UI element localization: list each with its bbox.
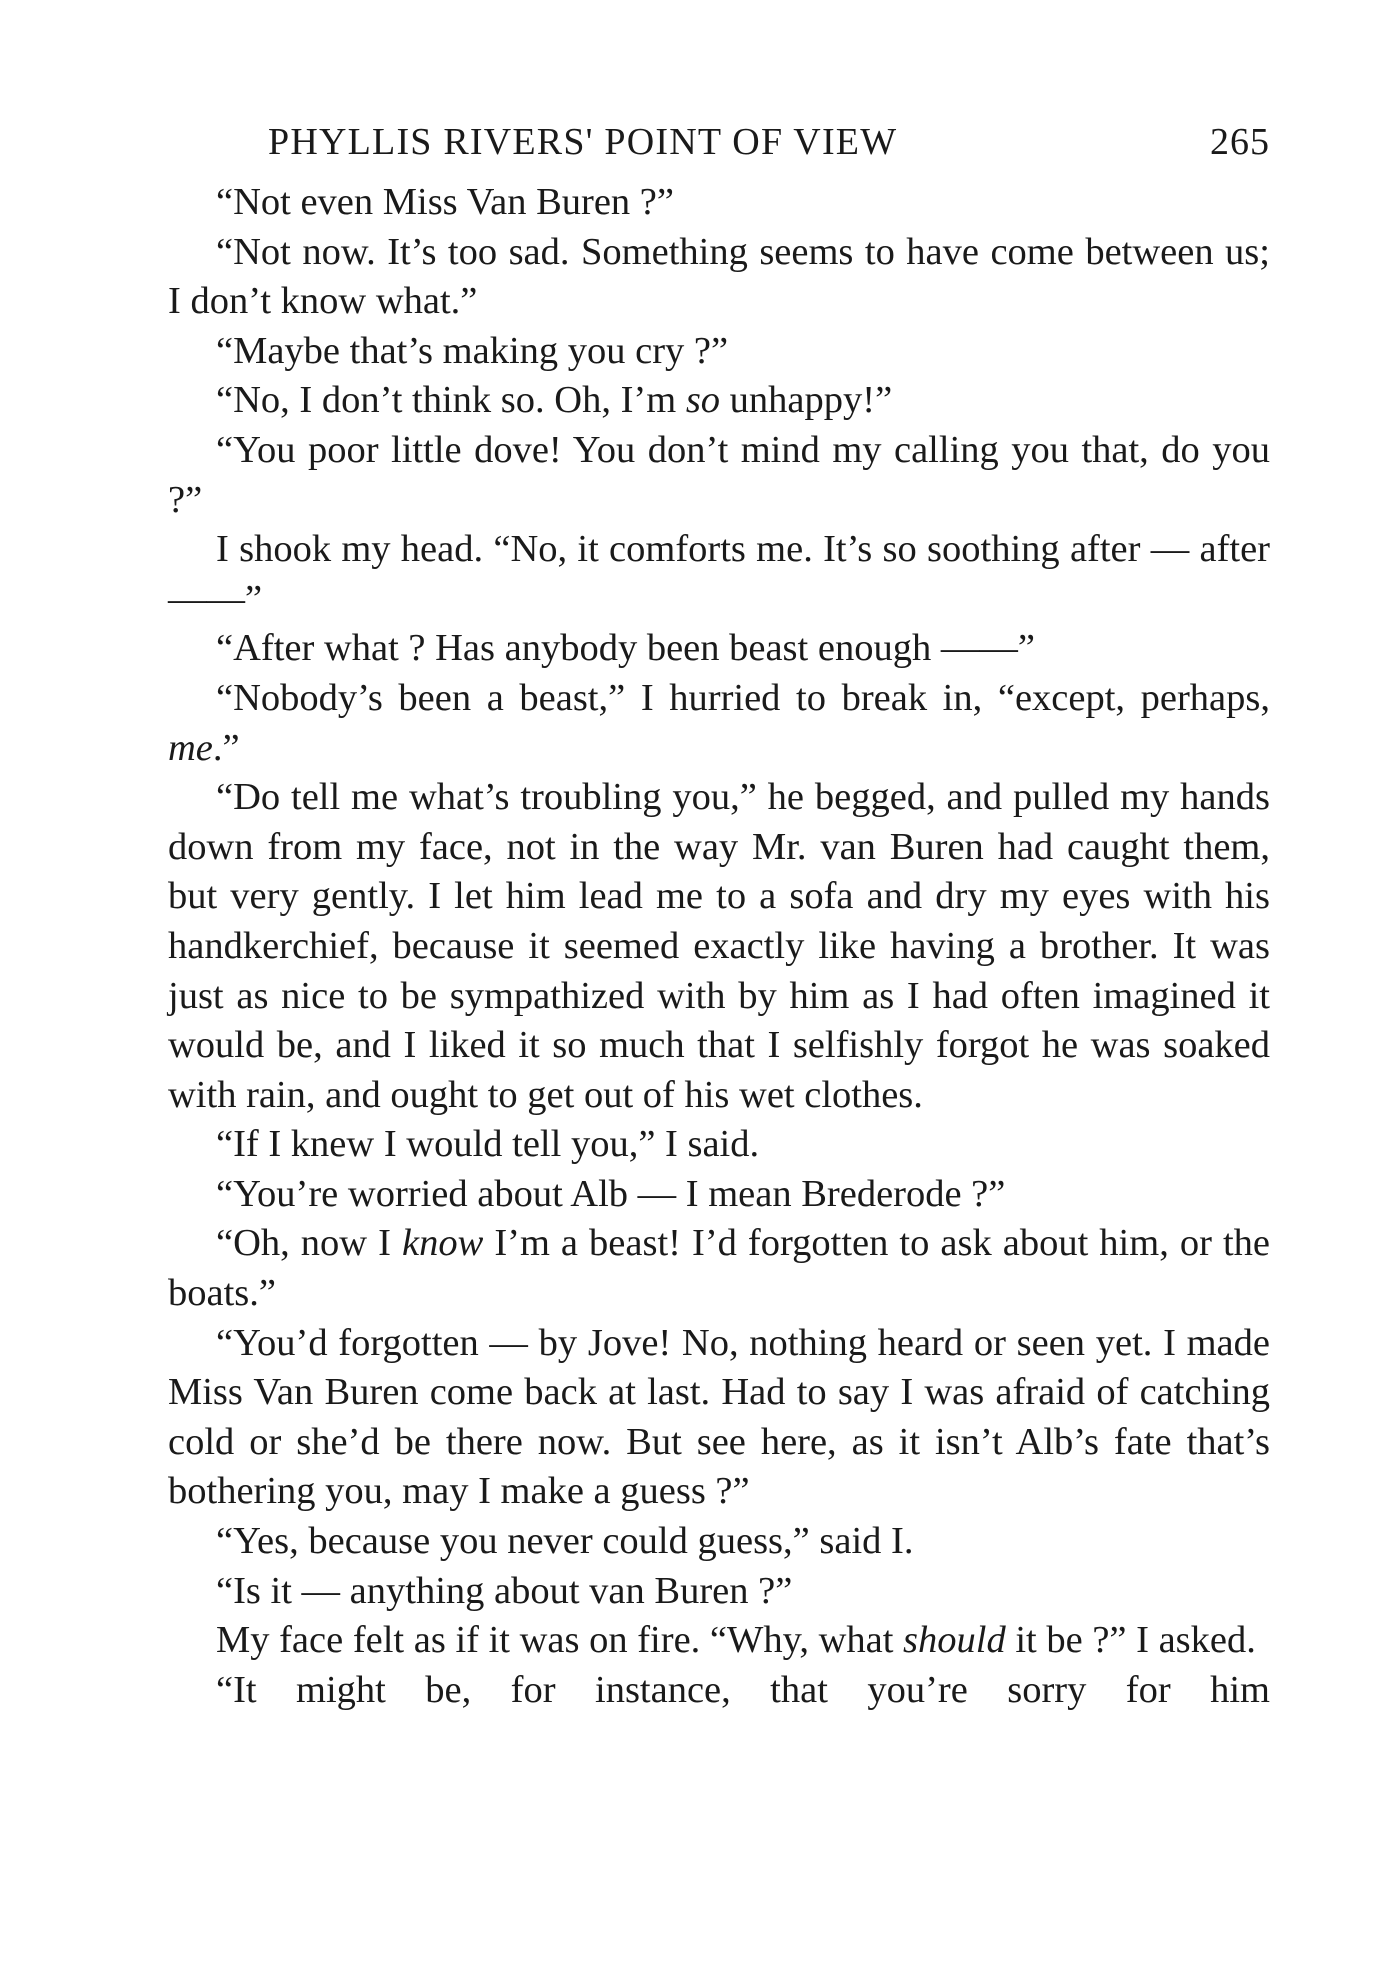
book-page bbox=[168, 120, 1270, 1715]
paragraph bbox=[168, 773, 1270, 1120]
paragraph bbox=[168, 178, 1270, 228]
text-run: it be ?” I asked. bbox=[1005, 1619, 1256, 1662]
italic-text: know bbox=[402, 1222, 484, 1265]
text-run: “You poor little dove! You don’t mind my calling you that, do you ?” bbox=[168, 428, 1270, 521]
italic-text: me bbox=[168, 726, 213, 769]
text-run: “You’re worried about Alb — I mean Brederode ?” bbox=[216, 1172, 1006, 1215]
text-run: .” bbox=[212, 726, 240, 769]
paragraph bbox=[168, 1219, 1270, 1318]
text-run: I shook my head. “No, it comforts me. It’s so soothing after — after ——” bbox=[168, 528, 1270, 620]
paragraph bbox=[168, 674, 1270, 773]
page-header bbox=[168, 120, 1270, 178]
paragraph bbox=[168, 525, 1270, 624]
text-run: unhappy!” bbox=[720, 379, 893, 422]
text-run: My face felt as if it was on fire. “Why, what bbox=[216, 1619, 904, 1662]
body-text bbox=[168, 178, 1270, 1715]
paragraph bbox=[168, 1170, 1270, 1220]
text-run: “Yes, because you never could guess,” said I. bbox=[216, 1520, 914, 1563]
paragraph bbox=[168, 1616, 1270, 1666]
text-run: “If I knew I would tell you,” I said. bbox=[216, 1123, 760, 1166]
text-run: “Oh, now I bbox=[216, 1222, 402, 1265]
paragraph bbox=[168, 1666, 1270, 1716]
paragraph bbox=[168, 376, 1270, 426]
italic-text: should bbox=[903, 1619, 1006, 1662]
text-run: “It might be, for instance, that you’re sorry for him bbox=[216, 1668, 1270, 1711]
text-run: “Is it — anything about van Buren ?” bbox=[216, 1569, 793, 1612]
italic-text: so bbox=[685, 379, 721, 422]
paragraph bbox=[168, 1120, 1270, 1170]
text-run: “Not even Miss Van Buren ?” bbox=[216, 181, 674, 223]
text-run: “You’d forgotten — by Jove! No, nothing heard or seen yet. I made Miss Van Buren come back at last. Had to say I was afraid of catching cold or she’d be there now. But see here, as it isn’t Alb’s fate that’s bothering you, may I make a guess ?” bbox=[168, 1321, 1270, 1513]
text-run: “Maybe that’s making you cry ?” bbox=[216, 329, 729, 372]
paragraph bbox=[168, 426, 1270, 525]
paragraph bbox=[168, 228, 1270, 327]
paragraph bbox=[168, 1319, 1270, 1517]
text-run: “Nobody’s been a beast,” I hurried to break in, “except, perhaps, bbox=[216, 676, 1270, 719]
paragraph bbox=[168, 1567, 1270, 1617]
text-run: “No, I don’t think so. Oh, I’m bbox=[216, 379, 686, 422]
text-run: “Do tell me what’s troubling you,” he begged, and pulled my hands down from my face, not in the way Mr. van Buren had caught them, but very gently. I let him lead me to a sofa and dry my eyes with his handkerchief, because it seemed exactly like having a brother. It was just as nice to be sympathized with by him as I had often imagined it would be, and I liked it so much that I selfishly forgot he was soaked with rain, and ought to get out of his wet clothes. bbox=[168, 776, 1270, 1116]
text-run: I’m a beast! I’d forgotten to ask about him, or the boats.” bbox=[168, 1222, 1270, 1315]
running-title: PHYLLIS RIVERS' POINT OF VIEW bbox=[268, 121, 898, 163]
paragraph bbox=[168, 1517, 1270, 1567]
text-run: “Not now. It’s too sad. Something seems to have come between us; I don’t know what.” bbox=[168, 230, 1270, 323]
paragraph bbox=[168, 327, 1270, 377]
paragraph bbox=[168, 624, 1270, 674]
text-run: “After what ? Has anybody been beast enough ——” bbox=[216, 627, 1035, 670]
page-number: 265 bbox=[1210, 121, 1270, 163]
